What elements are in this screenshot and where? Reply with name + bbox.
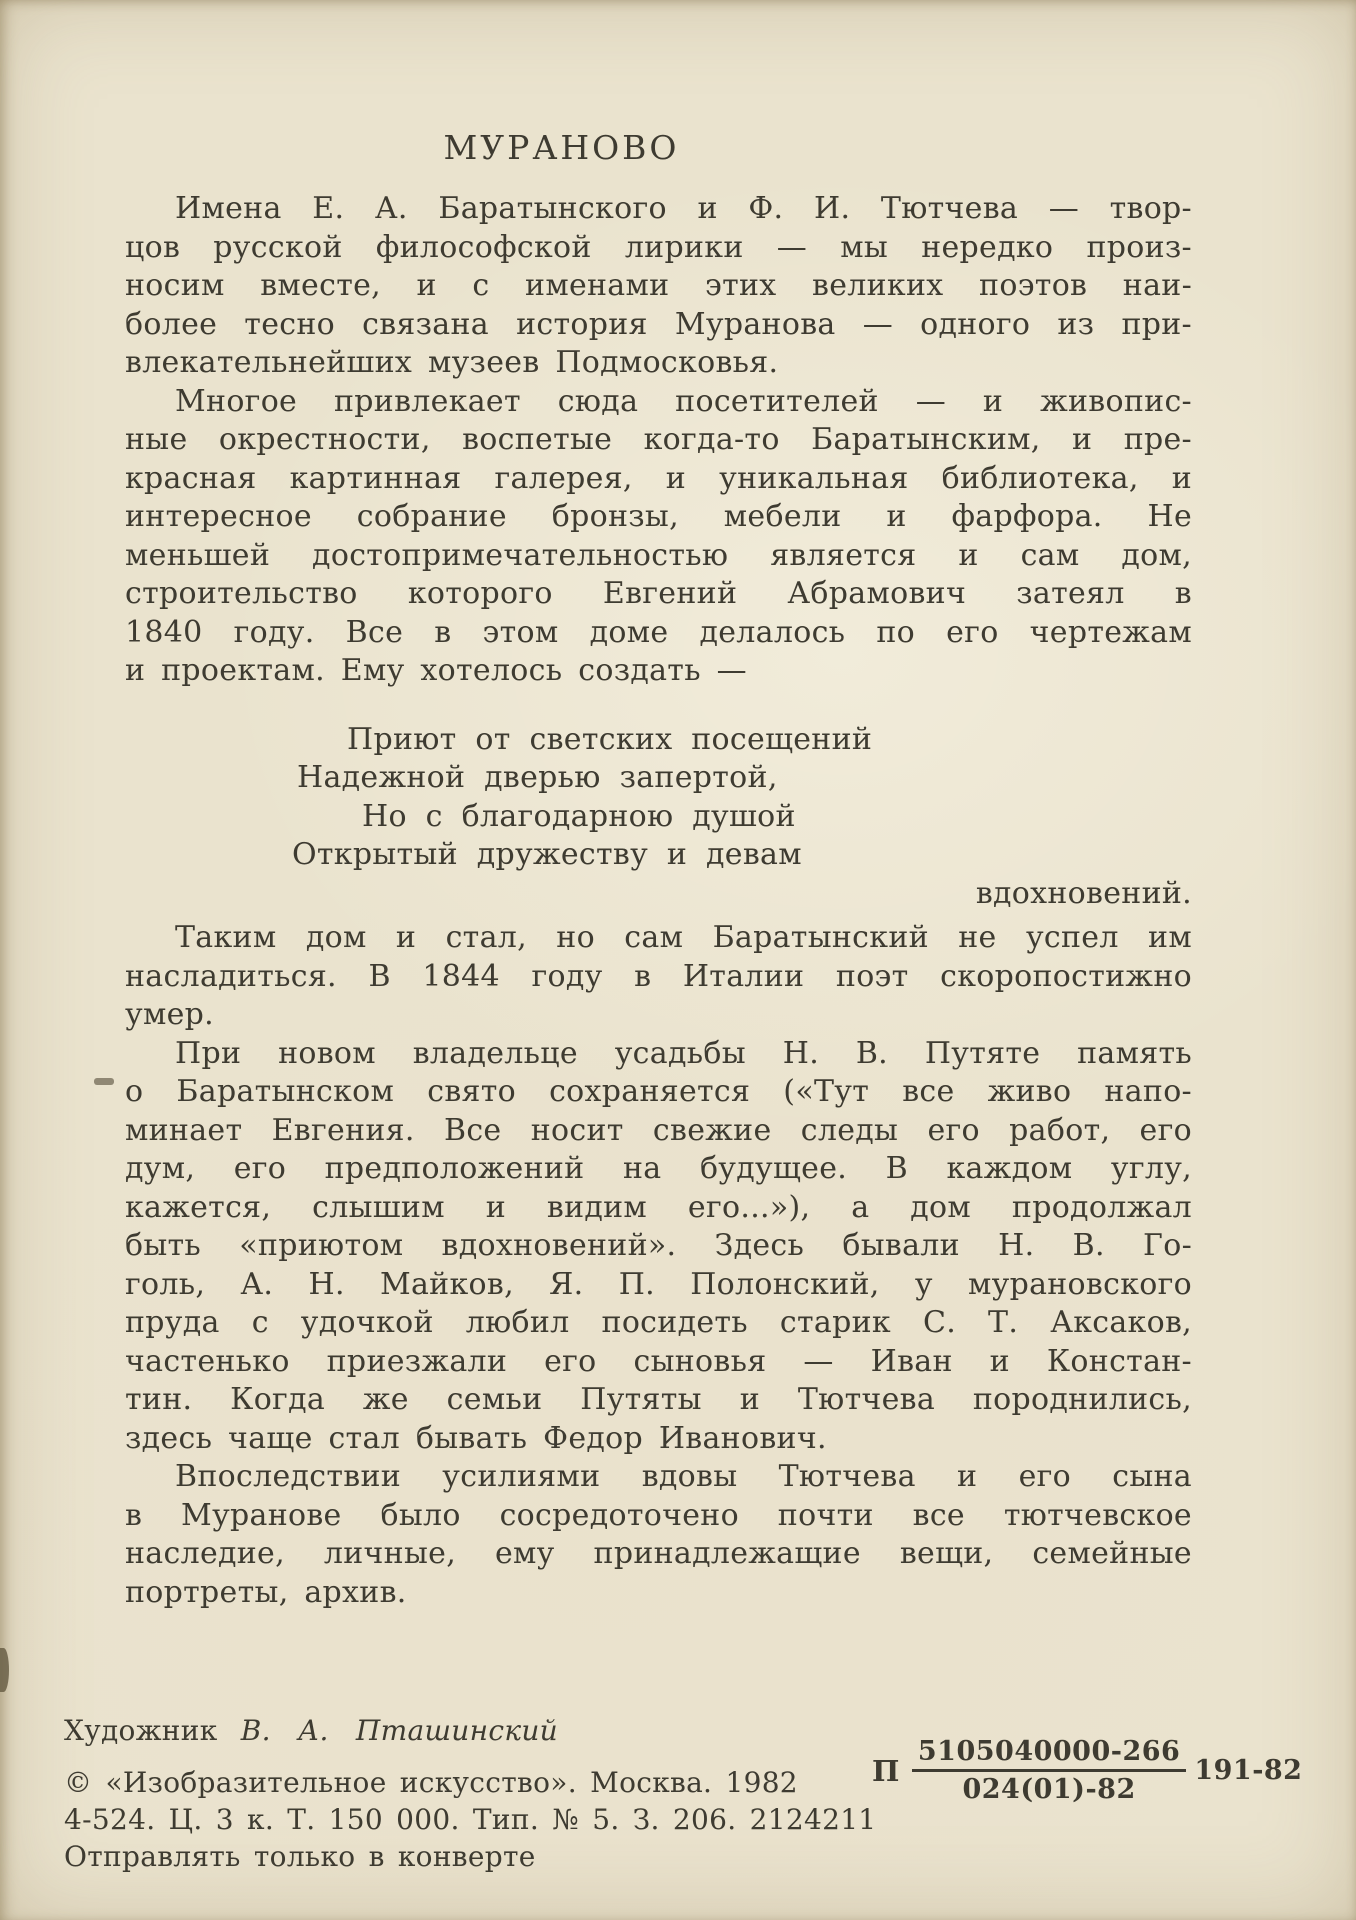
catalog-fraction (912, 1736, 1186, 1805)
scan-artifact-corner (0, 1648, 9, 1692)
catalog-prefix: П (872, 1753, 900, 1788)
text-line: голь, А. Н. Майков, Я. П. Полонский, у мурановского (125, 1266, 1192, 1302)
text-line: цов русской философской лирики — мы нередко произ- (125, 229, 1192, 265)
paragraph (125, 919, 1192, 1035)
text-line: о Баратынском свято сохраняется («Тут все живо напо- (125, 1074, 1192, 1109)
text-line: красная картинная галерея, и уникальная библиотека, и (125, 460, 1192, 496)
text-line: интересное собрание бронзы, мебели и фарфора. Не (125, 499, 1192, 534)
text-line: пруда с удочкой любил посидеть старик С. Т. Аксаков, (125, 1305, 1192, 1340)
text-line: быть «приютом вдохновений». Здесь бывали Н. В. Го- (125, 1228, 1192, 1263)
mailing-note: Отправлять только в конверте (64, 1840, 536, 1873)
artist-name: В. А. Пташинский (240, 1714, 559, 1747)
catalog-number-block (872, 1736, 1302, 1805)
text-line: насладиться. В 1844 году в Италии поэт скоропостижно (125, 958, 1192, 994)
text-line: вдохновений. (975, 875, 1192, 911)
text-line: Открытый дружеству и девам (292, 837, 802, 872)
paragraph (125, 383, 1192, 691)
verse-quote (125, 721, 1192, 914)
catalog-denominator: 024(01)-82 (962, 1774, 1136, 1806)
paragraph (125, 1035, 1192, 1459)
artist-line (64, 1712, 876, 1749)
scan-artifact-mark (94, 1078, 114, 1085)
catalog-numerator: 5105040000-266 (912, 1736, 1186, 1772)
body-text (125, 190, 1192, 1612)
text-line: частенько приезжали его сыновья — Иван и Констан- (125, 1343, 1192, 1379)
text-line: Приют от светских посещений (347, 721, 873, 757)
text-line: наследие, личные, ему принадлежащие вещи, семейные (125, 1536, 1192, 1571)
text-line: здесь чаще стал бывать Федор Иванович. (125, 1420, 827, 1456)
text-line: портреты, архив. (125, 1574, 407, 1610)
print-info-line: 4-524. Ц. 3 к. Т. 150 000. Тип. № 5. З. 206. 2124211 (64, 1803, 877, 1836)
text-line: Но с благодарною душой (362, 798, 796, 834)
text-line: умер. (125, 997, 214, 1032)
text-line: влекательнейших музеев Подмосковья. (125, 345, 779, 380)
text-line: и проектам. Ему хотелось создать — (125, 653, 747, 688)
page-title: МУРАНОВО (443, 128, 680, 168)
text-line: минает Евгения. Все носит свежие следы его работ, его (125, 1112, 1192, 1148)
text-line: ные окрестности, воспетые когда-то Баратынским, и пре- (125, 422, 1192, 457)
text-line: Впоследствии усилиями вдовы Тютчева и его сына (175, 1459, 1192, 1494)
text-line: носим вместе, и с именами этих великих поэтов наи- (125, 268, 1192, 303)
catalog-suffix: 191-82 (1194, 1755, 1303, 1787)
text-line: тин. Когда же семьи Путяты и Тютчева породнились, (125, 1382, 1192, 1417)
imprint-block (64, 1712, 876, 1875)
artist-label: Художник (64, 1714, 218, 1747)
text-line: в Муранове было сосредоточено почти все тютчевское (125, 1497, 1192, 1533)
text-line: Надежной дверью запертой, (297, 760, 778, 795)
copyright-line: © «Изобразительное искусство». Москва. 1982 (64, 1766, 798, 1799)
paragraph (125, 190, 1192, 383)
text-line: кажется, слышим и видим его...»), а дом продолжал (125, 1189, 1192, 1225)
text-line: При новом владельце усадьбы Н. В. Путяте память (175, 1035, 1192, 1071)
text-line: строительство которого Евгений Абрамович затеял в (125, 576, 1192, 611)
text-line: Таким дом и стал, но сам Баратынский не успел им (175, 920, 1192, 955)
text-line: меньшей достопримечательностью является и сам дом, (125, 537, 1192, 573)
text-line: Многое привлекает сюда посетителей — и живопис- (175, 383, 1192, 419)
paragraph (125, 1458, 1192, 1612)
text-line: дум, его предположений на будущее. В каждом углу, (125, 1151, 1192, 1186)
text-line: 1840 году. Все в этом доме делалось по его чертежам (125, 614, 1192, 650)
text-line: Имена Е. А. Баратынского и Ф. И. Тютчева — твор- (175, 191, 1192, 226)
text-line: более тесно связана история Муранова — одного из при- (125, 306, 1192, 342)
